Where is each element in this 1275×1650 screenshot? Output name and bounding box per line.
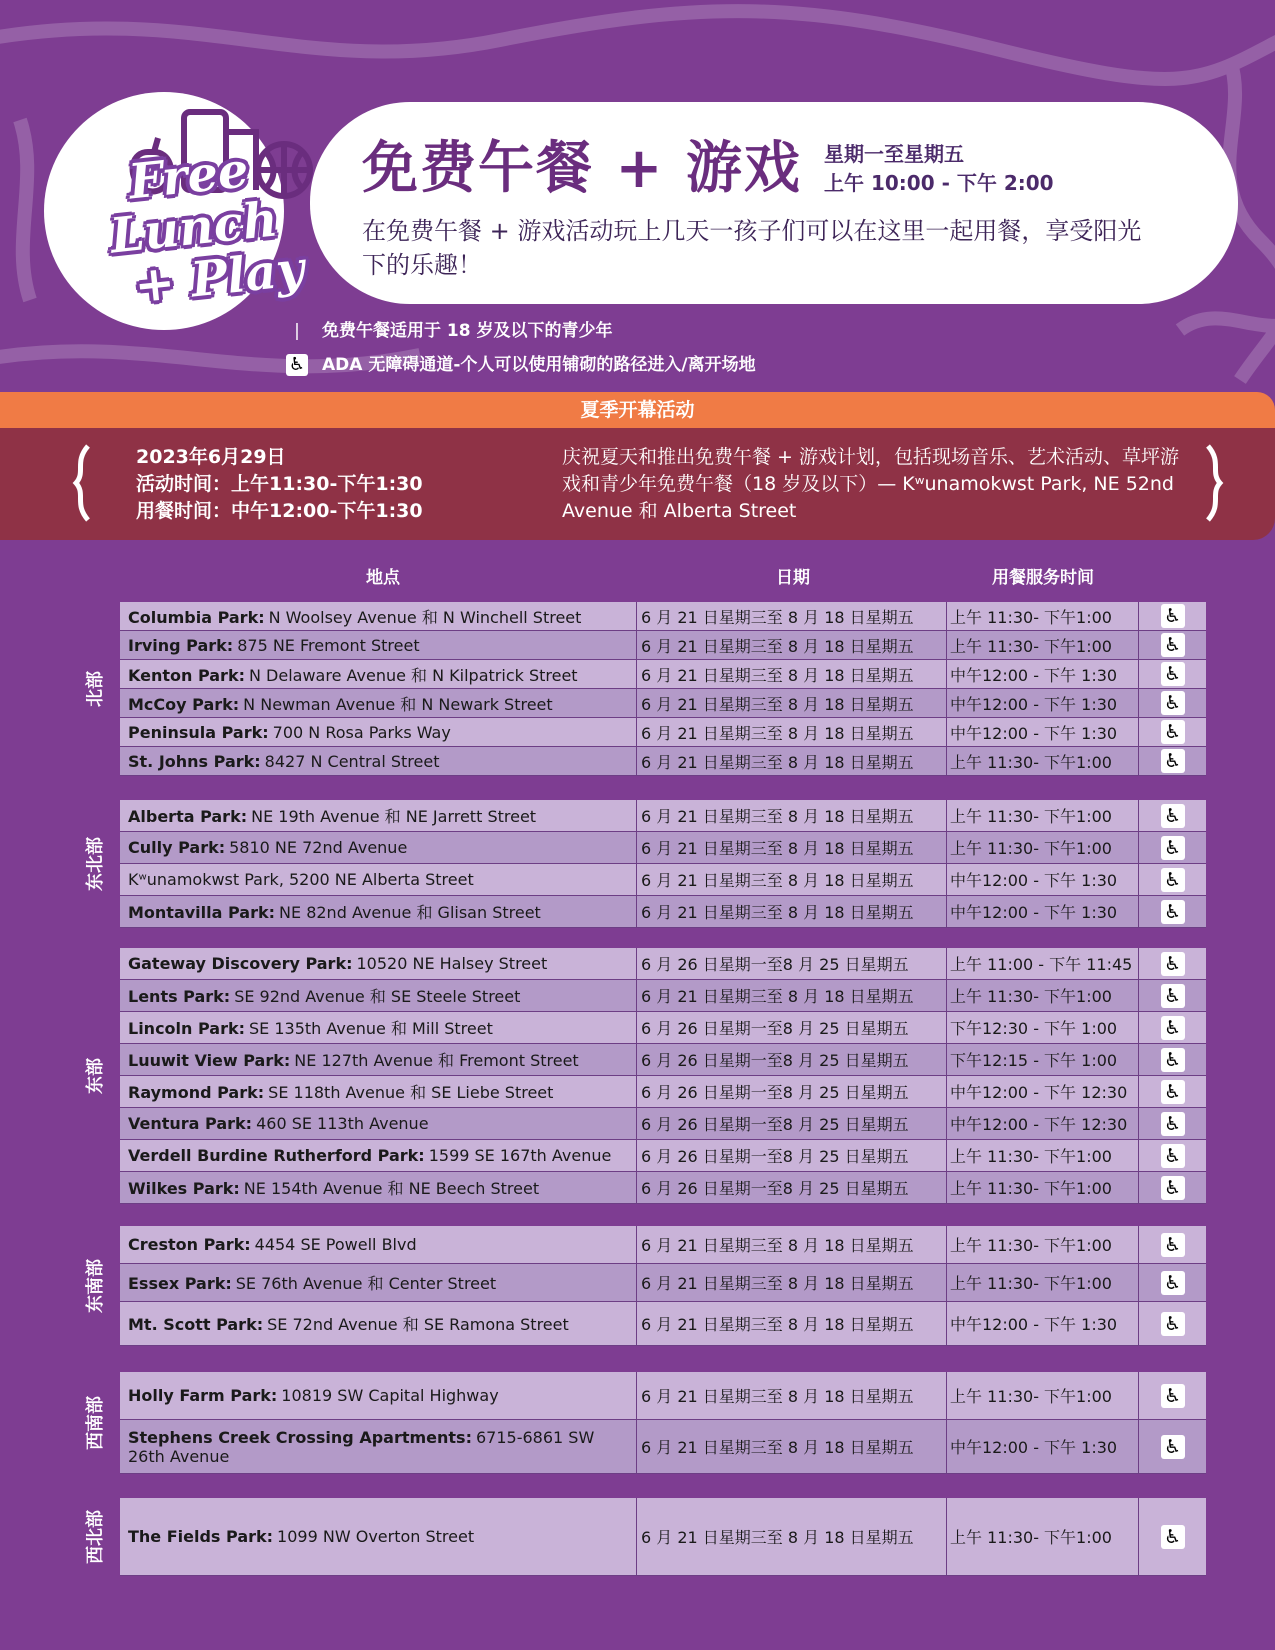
dates-cell: 6 月 21 日星期三至 8 月 18 日星期五 bbox=[637, 1420, 947, 1474]
location-text bbox=[128, 723, 451, 742]
region-group bbox=[120, 948, 1206, 1204]
youth-note bbox=[286, 316, 613, 341]
table-row bbox=[120, 1264, 1206, 1302]
park-address: 1599 SE 167th Avenue bbox=[428, 1146, 612, 1165]
park-address: 875 NE Fremont Street bbox=[237, 635, 420, 655]
region-label bbox=[74, 948, 114, 1204]
logo-line-2: + Play bbox=[131, 240, 307, 315]
ada-cell bbox=[1139, 1498, 1206, 1576]
left-bracket-icon bbox=[66, 442, 96, 524]
park-address: 1099 NW Overton Street bbox=[277, 1527, 475, 1546]
park-address: NE 127th Avenue 和 Fremont Street bbox=[294, 1051, 579, 1070]
park-name: Alberta Park: bbox=[128, 807, 248, 826]
wheelchair-icon: ♿ bbox=[1161, 868, 1185, 892]
park-name: Cully Park: bbox=[128, 838, 226, 857]
wheelchair-icon: ♿ bbox=[1161, 749, 1185, 773]
location-cell bbox=[120, 1264, 637, 1302]
park-name: St. Johns Park: bbox=[128, 751, 261, 771]
wheelchair-icon: ♿ bbox=[1161, 1384, 1185, 1408]
wheelchair-icon: ♿ bbox=[1161, 804, 1185, 828]
table-row bbox=[120, 718, 1206, 747]
location-text bbox=[128, 1527, 474, 1546]
dates-cell: 6 月 21 日星期三至 8 月 18 日星期五 bbox=[637, 602, 947, 631]
park-address: NE 19th Avenue 和 NE Jarrett Street bbox=[251, 807, 537, 826]
park-name: Wilkes Park: bbox=[128, 1179, 240, 1198]
region-label bbox=[74, 800, 114, 928]
location-text bbox=[128, 804, 536, 827]
region-name: 东南部 bbox=[85, 1259, 106, 1313]
location-text bbox=[128, 870, 474, 889]
dates-cell: 6 月 26 日星期一至8 月 25 日星期五 bbox=[637, 1044, 947, 1076]
wheelchair-icon: ♿ bbox=[1161, 1144, 1185, 1168]
region-label bbox=[74, 1226, 114, 1346]
region-name: 西北部 bbox=[85, 1510, 106, 1564]
table-row bbox=[120, 948, 1206, 980]
park-name: Irving Park: bbox=[128, 635, 234, 655]
ada-cell bbox=[1139, 864, 1206, 896]
time-cell: 上午 11:30- 下午1:00 bbox=[947, 1498, 1139, 1576]
location-cell bbox=[120, 631, 637, 660]
region-label bbox=[74, 602, 114, 776]
column-header-dates: 日期 bbox=[776, 568, 810, 588]
wheelchair-icon: ♿ bbox=[1161, 1271, 1185, 1295]
park-address: 6715-6861 SW 26th Avenue bbox=[128, 1427, 595, 1466]
dates-cell: 6 月 21 日星期三至 8 月 18 日星期五 bbox=[637, 1226, 947, 1264]
wheelchair-icon: ♿ bbox=[1161, 1312, 1185, 1336]
location-text bbox=[128, 954, 547, 973]
location-cell bbox=[120, 1372, 637, 1420]
logo-line-1: Free Lunch bbox=[107, 142, 281, 265]
dates-cell: 6 月 21 日星期三至 8 月 18 日星期五 bbox=[637, 832, 947, 864]
ada-cell bbox=[1139, 1372, 1206, 1420]
right-bracket-icon bbox=[1200, 442, 1230, 524]
wheelchair-icon: ♿ bbox=[1161, 1176, 1185, 1200]
table-row bbox=[120, 1498, 1206, 1576]
dates-cell: 6 月 26 日星期一至8 月 25 日星期五 bbox=[637, 1172, 947, 1204]
park-address: SE 135th Avenue 和 Mill Street bbox=[249, 1019, 493, 1038]
region-group bbox=[120, 1226, 1206, 1346]
location-cell bbox=[120, 864, 637, 896]
region-group bbox=[120, 1372, 1206, 1474]
time-cell: 上午 11:00 - 下午 11:45 bbox=[947, 948, 1139, 980]
location-cell bbox=[120, 800, 637, 832]
dates-cell: 6 月 21 日星期三至 8 月 18 日星期五 bbox=[637, 980, 947, 1012]
park-name: Lincoln Park: bbox=[128, 1019, 246, 1038]
table-row bbox=[120, 832, 1206, 864]
location-cell bbox=[120, 1108, 637, 1140]
wheelchair-icon: ♿ bbox=[1161, 1112, 1185, 1136]
opening-event-date: 2023年6月29日 bbox=[136, 446, 286, 468]
page-title: 免费午餐 + 游戏 bbox=[362, 136, 802, 201]
park-address: SE 76th Avenue 和 Center Street bbox=[235, 1274, 497, 1293]
location-text bbox=[128, 1176, 539, 1199]
table-row bbox=[120, 864, 1206, 896]
table-row bbox=[120, 1044, 1206, 1076]
park-name: Ventura Park: bbox=[128, 1114, 253, 1133]
youth-note-text: 免费午餐适用于 18 岁及以下的青少年 bbox=[322, 321, 613, 341]
wheelchair-icon: ♿ bbox=[286, 354, 308, 376]
park-name: Mt. Scott Park: bbox=[128, 1315, 264, 1334]
wheelchair-icon: ♿ bbox=[1161, 691, 1185, 715]
location-text bbox=[128, 1114, 429, 1133]
table-row bbox=[120, 1226, 1206, 1264]
park-name: Lents Park: bbox=[128, 987, 231, 1006]
ada-cell bbox=[1139, 800, 1206, 832]
wheelchair-icon: ♿ bbox=[1161, 900, 1185, 924]
time-cell: 中午12:00 - 下午 1:30 bbox=[947, 718, 1139, 747]
ada-cell bbox=[1139, 1226, 1206, 1264]
location-cell bbox=[120, 602, 637, 631]
dates-cell: 6 月 21 日星期三至 8 月 18 日星期五 bbox=[637, 1498, 947, 1576]
time-cell: 中午12:00 - 下午 1:30 bbox=[947, 1302, 1139, 1346]
intro-text: 在免费午餐 + 游戏活动玩上几天一孩子们可以在这里一起用餐，享受阳光下的乐趣！ bbox=[362, 217, 1142, 279]
time-cell: 上午 11:30- 下午1:00 bbox=[947, 1226, 1139, 1264]
location-text bbox=[128, 1428, 636, 1466]
wheelchair-icon: ♿ bbox=[1161, 1233, 1185, 1257]
table-row bbox=[120, 1372, 1206, 1420]
location-text bbox=[128, 692, 553, 715]
time-cell: 上午 11:30- 下午1:00 bbox=[947, 980, 1139, 1012]
dates-cell: 6 月 21 日星期三至 8 月 18 日星期五 bbox=[637, 747, 947, 776]
wheelchair-icon: ♿ bbox=[1161, 952, 1185, 976]
divider-bar-icon: | bbox=[294, 321, 300, 341]
park-address: 4454 SE Powell Blvd bbox=[254, 1235, 417, 1254]
park-address: N Delaware Avenue 和 N Kilpatrick Street bbox=[248, 665, 578, 685]
wheelchair-icon: ♿ bbox=[1161, 984, 1185, 1008]
location-text bbox=[128, 984, 520, 1007]
service-days: 星期一至星期五 bbox=[824, 142, 964, 166]
park-name: Kenton Park: bbox=[128, 665, 245, 685]
location-text bbox=[128, 1016, 493, 1039]
time-cell: 上午 11:30- 下午1:00 bbox=[947, 1372, 1139, 1420]
location-cell bbox=[120, 1140, 637, 1172]
park-address: NE 154th Avenue 和 NE Beech Street bbox=[243, 1179, 540, 1198]
time-cell: 上午 11:30- 下午1:00 bbox=[947, 800, 1139, 832]
wheelchair-icon: ♿ bbox=[1161, 633, 1185, 657]
table-row bbox=[120, 747, 1206, 776]
location-text bbox=[128, 1080, 553, 1103]
time-cell: 中午12:00 - 下午 1:30 bbox=[947, 896, 1139, 928]
ada-cell bbox=[1139, 689, 1206, 718]
opening-event-activity-time: 活动时间：上午11:30-下午1:30 bbox=[136, 473, 423, 495]
ada-cell bbox=[1139, 1012, 1206, 1044]
dates-cell: 6 月 21 日星期三至 8 月 18 日星期五 bbox=[637, 660, 947, 689]
time-cell: 上午 11:30- 下午1:00 bbox=[947, 1172, 1139, 1204]
ada-cell bbox=[1139, 1420, 1206, 1474]
park-name: Peninsula Park: bbox=[128, 722, 269, 742]
park-name: Verdell Burdine Rutherford Park: bbox=[128, 1146, 425, 1165]
location-cell bbox=[120, 1420, 637, 1474]
opening-event-description: 庆祝夏天和推出免费午餐 + 游戏计划，包括现场音乐、艺术活动、草坪游戏和青少年免费午餐（18 岁及以下）— Kʷunamokwst Park, NE 52nd Avenue 和 Alberta Street bbox=[562, 446, 1180, 522]
dates-cell: 6 月 26 日星期一至8 月 25 日星期五 bbox=[637, 1108, 947, 1140]
table-row bbox=[120, 631, 1206, 660]
location-cell bbox=[120, 660, 637, 689]
ada-cell bbox=[1139, 1140, 1206, 1172]
dates-cell: 6 月 26 日星期一至8 月 25 日星期五 bbox=[637, 1140, 947, 1172]
ada-cell bbox=[1139, 1264, 1206, 1302]
ada-note-text: ADA 无障碍通道-个人可以使用铺砌的路径进入/离开场地 bbox=[322, 355, 756, 375]
region-label bbox=[74, 1372, 114, 1474]
service-time: 上午 10:00 - 下午 2:00 bbox=[824, 171, 1054, 195]
opening-event-details bbox=[136, 444, 423, 525]
table-row bbox=[120, 1302, 1206, 1346]
wheelchair-icon: ♿ bbox=[1161, 1525, 1185, 1549]
time-cell: 上午 11:30- 下午1:00 bbox=[947, 1140, 1139, 1172]
logo-wordmark bbox=[37, 135, 352, 322]
location-text bbox=[128, 636, 420, 655]
ada-cell bbox=[1139, 631, 1206, 660]
dates-cell: 6 月 26 日星期一至8 月 25 日星期五 bbox=[637, 948, 947, 980]
table-row bbox=[120, 602, 1206, 631]
ada-cell bbox=[1139, 602, 1206, 631]
table-row bbox=[120, 896, 1206, 928]
location-cell bbox=[120, 832, 637, 864]
ada-cell bbox=[1139, 660, 1206, 689]
table-row bbox=[120, 1108, 1206, 1140]
park-name: Raymond Park: bbox=[128, 1083, 265, 1102]
table-row bbox=[120, 660, 1206, 689]
location-text bbox=[128, 1235, 417, 1254]
time-cell: 中午12:00 - 下午 12:30 bbox=[947, 1076, 1139, 1108]
park-address: SE 72nd Avenue 和 SE Ramona Street bbox=[267, 1315, 569, 1334]
location-cell bbox=[120, 1012, 637, 1044]
time-cell: 下午12:15 - 下午 1:00 bbox=[947, 1044, 1139, 1076]
location-cell bbox=[120, 948, 637, 980]
ada-cell bbox=[1139, 1044, 1206, 1076]
park-address: 700 N Rosa Parks Way bbox=[272, 722, 451, 742]
location-text bbox=[128, 1146, 611, 1165]
ada-cell bbox=[1139, 896, 1206, 928]
wheelchair-icon: ♿ bbox=[1161, 662, 1185, 686]
location-text bbox=[128, 1048, 579, 1071]
dates-cell: 6 月 21 日星期三至 8 月 18 日星期五 bbox=[637, 631, 947, 660]
location-text bbox=[128, 900, 541, 923]
location-text bbox=[128, 752, 440, 771]
time-cell: 中午12:00 - 下午 1:30 bbox=[947, 689, 1139, 718]
ada-cell bbox=[1139, 1302, 1206, 1346]
location-cell bbox=[120, 1044, 637, 1076]
dates-cell: 6 月 26 日星期一至8 月 25 日星期五 bbox=[637, 1012, 947, 1044]
wheelchair-icon: ♿ bbox=[1161, 720, 1185, 744]
wheelchair-icon: ♿ bbox=[1161, 1080, 1185, 1104]
time-cell: 中午12:00 - 下午 1:30 bbox=[947, 1420, 1139, 1474]
location-text bbox=[128, 838, 407, 857]
location-cell bbox=[120, 689, 637, 718]
table-row bbox=[120, 800, 1206, 832]
wheelchair-icon: ♿ bbox=[1161, 836, 1185, 860]
dates-cell: 6 月 21 日星期三至 8 月 18 日星期五 bbox=[637, 1264, 947, 1302]
location-cell bbox=[120, 980, 637, 1012]
wheelchair-icon: ♿ bbox=[1161, 604, 1185, 628]
region-group bbox=[120, 800, 1206, 928]
location-cell bbox=[120, 747, 637, 776]
column-header-time: 用餐服务时间 bbox=[992, 568, 1094, 588]
time-cell: 中午12:00 - 下午 1:30 bbox=[947, 864, 1139, 896]
column-header-location: 地点 bbox=[366, 568, 400, 588]
dates-cell: 6 月 21 日星期三至 8 月 18 日星期五 bbox=[637, 689, 947, 718]
time-cell: 上午 11:30- 下午1:00 bbox=[947, 631, 1139, 660]
region-group bbox=[120, 602, 1206, 776]
park-name: Creston Park: bbox=[128, 1235, 251, 1254]
region-group bbox=[120, 1498, 1206, 1576]
location-text bbox=[128, 1271, 496, 1294]
wheelchair-icon: ♿ bbox=[1161, 1048, 1185, 1072]
region-label bbox=[74, 1498, 114, 1576]
opening-event-meal-time: 用餐时间：中午12:00-下午1:30 bbox=[136, 500, 423, 522]
park-name: Luuwit View Park: bbox=[128, 1051, 291, 1070]
park-name: Montavilla Park: bbox=[128, 903, 276, 922]
dates-cell: 6 月 21 日星期三至 8 月 18 日星期五 bbox=[637, 718, 947, 747]
time-cell: 中午12:00 - 下午 1:30 bbox=[947, 660, 1139, 689]
time-cell: 上午 11:30- 下午1:00 bbox=[947, 602, 1139, 631]
park-address: SE 118th Avenue 和 SE Liebe Street bbox=[268, 1083, 554, 1102]
park-address: N Newman Avenue 和 N Newark Street bbox=[243, 694, 553, 714]
table-row bbox=[120, 980, 1206, 1012]
dates-cell: 6 月 21 日星期三至 8 月 18 日星期五 bbox=[637, 864, 947, 896]
ada-cell bbox=[1139, 1172, 1206, 1204]
ada-cell bbox=[1139, 1108, 1206, 1140]
park-address: 8427 N Central Street bbox=[264, 751, 440, 771]
park-name: The Fields Park: bbox=[128, 1527, 274, 1546]
location-cell bbox=[120, 1172, 637, 1204]
dates-cell: 6 月 26 日星期一至8 月 25 日星期五 bbox=[637, 1076, 947, 1108]
table-row bbox=[120, 1012, 1206, 1044]
park-address: Kʷunamokwst Park, 5200 NE Alberta Street bbox=[128, 870, 474, 889]
park-address: 5810 NE 72nd Avenue bbox=[229, 838, 408, 857]
table-row bbox=[120, 1140, 1206, 1172]
location-text bbox=[128, 663, 578, 686]
location-cell bbox=[120, 896, 637, 928]
dates-cell: 6 月 21 日星期三至 8 月 18 日星期五 bbox=[637, 1302, 947, 1346]
park-address: NE 82nd Avenue 和 Glisan Street bbox=[279, 903, 541, 922]
table-row bbox=[120, 1172, 1206, 1204]
location-cell bbox=[120, 1302, 637, 1346]
ada-cell bbox=[1139, 1076, 1206, 1108]
park-name: Gateway Discovery Park: bbox=[128, 954, 353, 973]
park-name: Stephens Creek Crossing Apartments: bbox=[128, 1427, 472, 1447]
region-name: 东北部 bbox=[85, 837, 106, 891]
time-cell: 中午12:00 - 下午 12:30 bbox=[947, 1108, 1139, 1140]
park-address: 460 SE 113th Avenue bbox=[256, 1114, 429, 1133]
park-address: 10819 SW Capital Highway bbox=[281, 1386, 499, 1405]
time-cell: 上午 11:30- 下午1:00 bbox=[947, 832, 1139, 864]
location-text bbox=[128, 1386, 499, 1405]
park-address: 10520 NE Halsey Street bbox=[356, 954, 548, 973]
service-hours bbox=[824, 140, 1054, 198]
park-address: SE 92nd Avenue 和 SE Steele Street bbox=[234, 987, 521, 1006]
table-row bbox=[120, 689, 1206, 718]
region-name: 东部 bbox=[85, 1058, 106, 1094]
ada-cell bbox=[1139, 718, 1206, 747]
ada-cell bbox=[1139, 980, 1206, 1012]
time-cell: 上午 11:30- 下午1:00 bbox=[947, 1264, 1139, 1302]
location-cell bbox=[120, 1498, 637, 1576]
ada-cell bbox=[1139, 832, 1206, 864]
dates-cell: 6 月 21 日星期三至 8 月 18 日星期五 bbox=[637, 896, 947, 928]
table-row bbox=[120, 1420, 1206, 1474]
park-name: Holly Farm Park: bbox=[128, 1386, 278, 1405]
park-name: Columbia Park: bbox=[128, 607, 265, 627]
location-text bbox=[128, 605, 581, 628]
dates-cell: 6 月 21 日星期三至 8 月 18 日星期五 bbox=[637, 1372, 947, 1420]
location-cell bbox=[120, 1226, 637, 1264]
location-text bbox=[128, 1312, 569, 1335]
ada-cell bbox=[1139, 948, 1206, 980]
location-cell bbox=[120, 718, 637, 747]
wheelchair-icon: ♿ bbox=[1161, 1435, 1185, 1459]
ada-note bbox=[286, 350, 756, 376]
wheelchair-icon: ♿ bbox=[1161, 1016, 1185, 1040]
park-address: N Woolsey Avenue 和 N Winchell Street bbox=[268, 607, 582, 627]
table-row bbox=[120, 1076, 1206, 1108]
region-name: 西南部 bbox=[85, 1396, 106, 1450]
opening-event-heading: 夏季开幕活动 bbox=[0, 392, 1275, 428]
ada-cell bbox=[1139, 747, 1206, 776]
time-cell: 下午12:30 - 下午 1:00 bbox=[947, 1012, 1139, 1044]
park-name: McCoy Park: bbox=[128, 694, 240, 714]
location-cell bbox=[120, 1076, 637, 1108]
region-name: 北部 bbox=[85, 671, 106, 707]
time-cell: 上午 11:30- 下午1:00 bbox=[947, 747, 1139, 776]
dates-cell: 6 月 21 日星期三至 8 月 18 日星期五 bbox=[637, 800, 947, 832]
park-name: Essex Park: bbox=[128, 1274, 232, 1293]
